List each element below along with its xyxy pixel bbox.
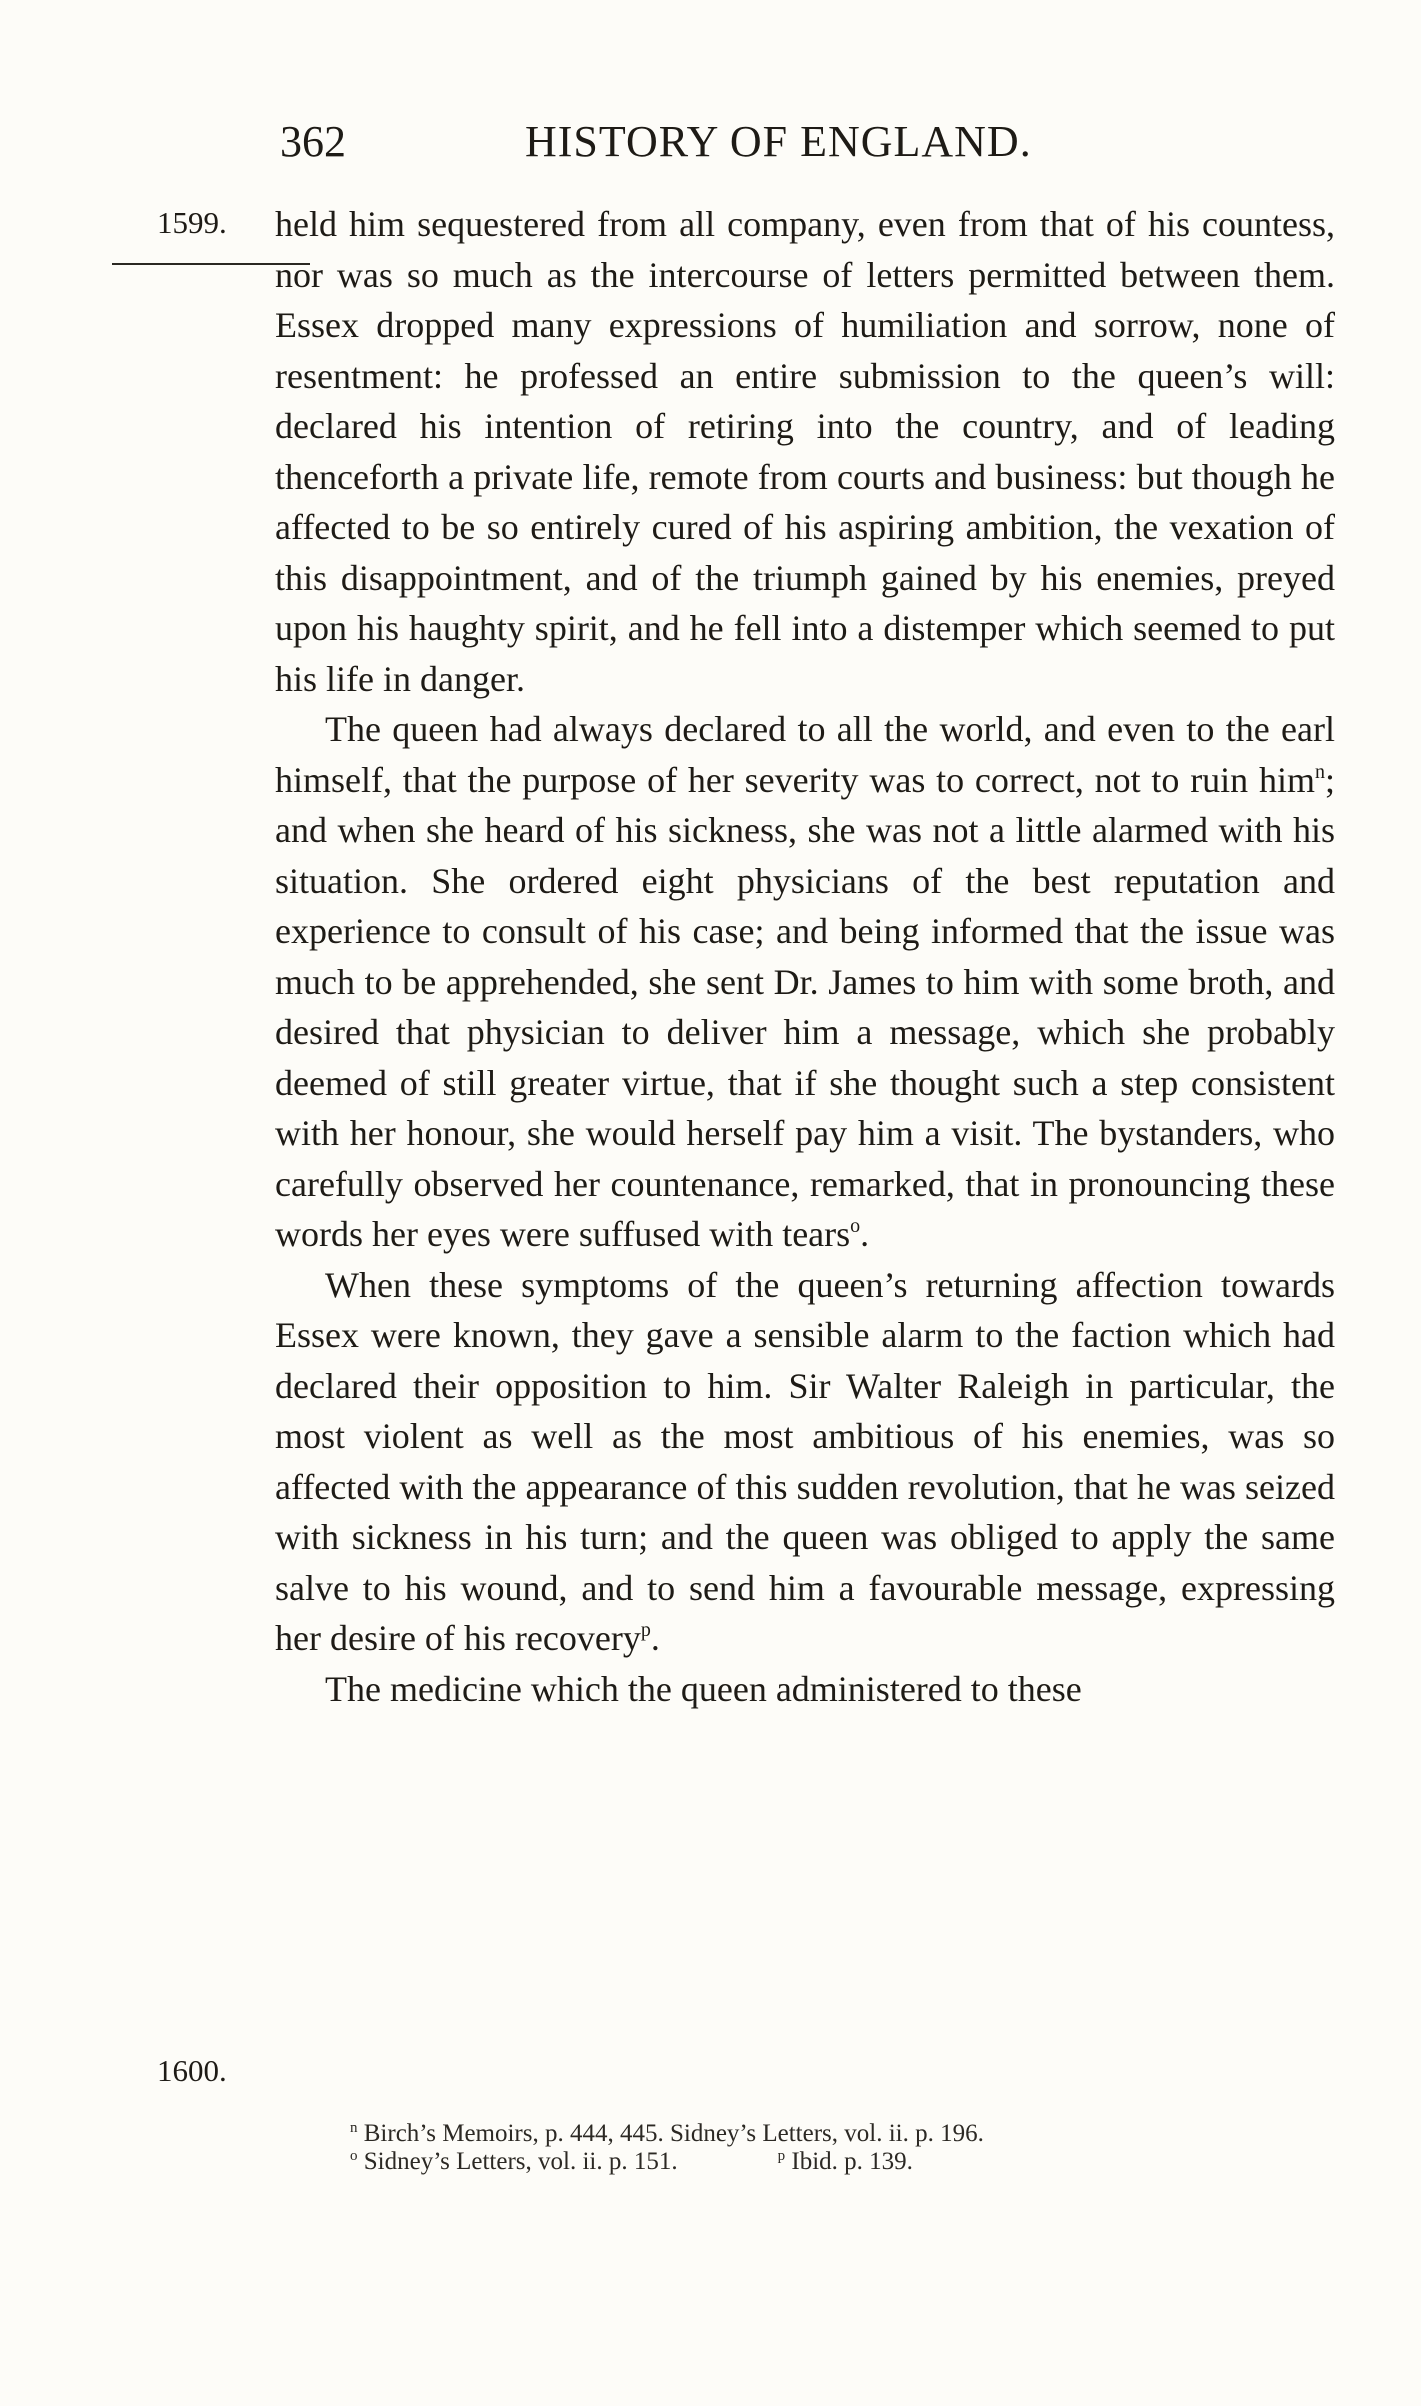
body-text xyxy=(275,199,1335,1714)
footnote-ref-o: o xyxy=(850,1215,861,1237)
page-header xyxy=(280,112,1330,192)
footnotes xyxy=(350,2120,1350,2176)
footnote-p-text: Ibid. p. 139. xyxy=(791,2148,913,2175)
footnote-ref-p: p xyxy=(640,1619,651,1641)
paragraph-3-part-2: . xyxy=(650,1618,660,1658)
footnote-n-text: Birch’s Memoirs, p. 444, 445. Sidney’s Letters, vol. ii. p. 196. xyxy=(363,2120,984,2147)
footnote-mark-o: o xyxy=(350,2148,358,2164)
paragraph-3-part-1: When these symptoms of the queen’s returning affection towards Essex were known, they gave a sensible alarm to the faction which had declared their opposition to him. Sir Walter Raleigh in particular, the most violent as well as the most ambitious of his enemies, was so affected with the appearance of this sudden revolution, that he was seized with sickness in his turn; and the queen was obliged to apply the same salve to his wound, and to send him a favourable message, expressing her desire of his recovery xyxy=(275,1264,1335,1658)
footnote-ref-n: n xyxy=(1314,760,1325,783)
footnote-line-2 xyxy=(350,2148,1350,2176)
footnote-mark-n: n xyxy=(350,2120,358,2136)
running-title: HISTORY OF ENGLAND. xyxy=(525,117,1032,166)
margin-year-1599: 1599. xyxy=(157,205,227,240)
page-number: 362 xyxy=(280,117,346,166)
paragraph-3 xyxy=(275,1260,1335,1664)
paragraph-2-part-3: . xyxy=(860,1214,870,1254)
paragraph-2-part-1: The queen had always declared to all the world, and even to the earl himself, that the purpose of her severity was to correct, not to ruin him xyxy=(275,709,1335,800)
footnote-line-1 xyxy=(350,2120,1350,2148)
paragraph-4: The medicine which the queen administered to these xyxy=(325,1668,1082,1709)
paragraph-1: held him sequestered from all company, even from that of his countess, nor was so much as the intercourse of letters permitted between them. Essex dropped many expressions of humiliation and sorrow, none of resentment: he professed an entire submission to the queen’s will: declared his intention of retiring into the country, and of leading thenceforth a private life, remote from courts and business: but though he affected to be so entirely cured of his aspiring ambition, the vexation of this disappointment, and of the triumph gained by his enemies, preyed upon his haughty spirit, and he fell into a distemper which seemed to put his life in danger. xyxy=(275,204,1335,699)
footnote-o-text: Sidney’s Letters, vol. ii. p. 151. xyxy=(363,2148,678,2175)
paragraph-2-part-2: ; and when she heard of his sickness, she was not a little alarmed with his situation. She ordered eight physicians of the best reputation and experience to consult of his case; and being informed that the issue was much to be apprehended, she sent Dr. James to him with some broth, and desired that physician to deliver him a message, which she probably deemed of still greater virtue, that if she thought such a step consistent with her honour, she would herself pay him a visit. The bystanders, who carefully observed her countenance, remarked, that in pronouncing these words her eyes were suffused with tears xyxy=(275,759,1335,1254)
margin-year-1600: 1600. xyxy=(157,2053,227,2088)
paragraph-2 xyxy=(275,704,1335,1260)
footnote-mark-p: p xyxy=(777,2148,786,2164)
